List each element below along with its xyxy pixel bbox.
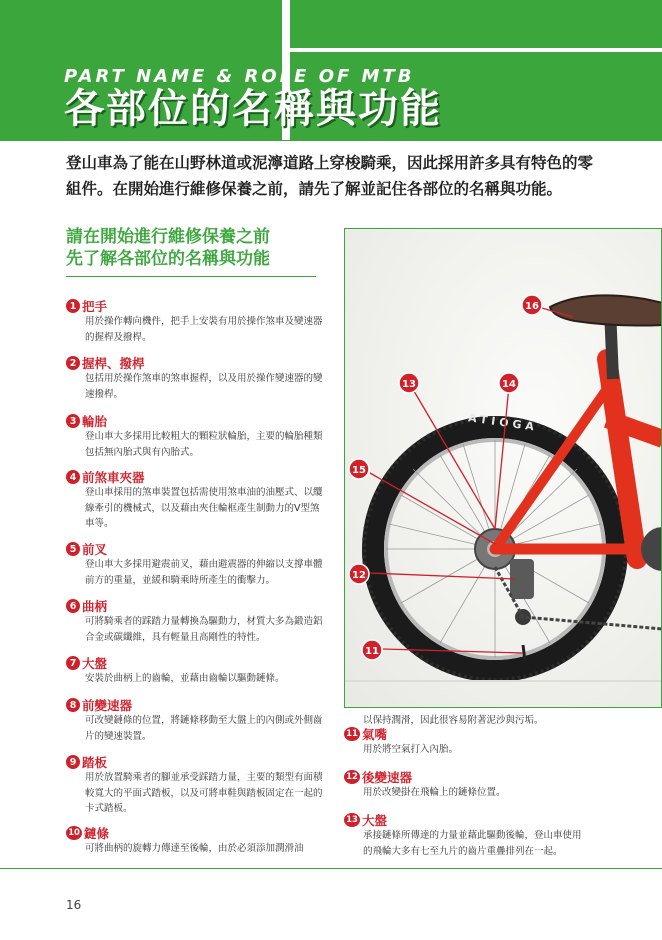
header-divider xyxy=(0,140,662,141)
number-badge: 9 xyxy=(66,755,80,769)
number-badge: 3 xyxy=(66,414,80,428)
part-description: 可將騎乘者的踩踏力量轉換為驅動力，材質大多為鍛造鋁合金或碳纖維，具有輕量且高剛性的特性。 xyxy=(85,616,323,643)
part-title: 大盤 xyxy=(362,813,388,828)
part-item xyxy=(66,413,328,460)
number-badge: 1 xyxy=(66,299,80,313)
part-description: 可改變鏈條的位置，將鏈條移動至大盤上的內側或外側齒片的變速裝置。 xyxy=(85,715,323,742)
part-item xyxy=(66,754,328,817)
part-description: 登山車大多採用比較粗大的顆粒狀輪胎，主要的輪胎種類包括無內胎式與有內胎式。 xyxy=(85,431,323,458)
part-item xyxy=(66,825,328,857)
header-green-block-top-right xyxy=(290,0,662,48)
callout-badge-11 xyxy=(362,640,382,660)
number-badge: 4 xyxy=(66,470,80,484)
number-badge: 11 xyxy=(344,727,360,741)
part-description: 包括用於操作煞車的煞車握桿，以及用於操作變速器的變速撥桿。 xyxy=(85,373,323,400)
callout-badge-14 xyxy=(499,373,519,393)
part-item xyxy=(66,598,328,645)
part-description: 承接鏈條所傳達的力量並藉此驅動後輪，登山車使用的飛輪大多有七至九片的齒片重疊排列在一起。 xyxy=(363,830,582,857)
part-description: 登山車大多採用避震前叉，藉由避震器的伸縮以支撐車體前方的重量，並緩和騎乘時所產生的衝擊力。 xyxy=(85,559,323,586)
number-badge: 8 xyxy=(66,698,80,712)
part-title: 踏板 xyxy=(82,755,108,770)
part-title: 握桿、撥桿 xyxy=(82,356,145,371)
part-description: 登山車採用的煞車裝置包括需使用煞車油的油壓式、以纜線牽引的機械式，以及藉由夾住輪框產生制動力的V型煞車等。 xyxy=(85,487,323,529)
part-title: 後變速器 xyxy=(362,770,413,785)
svg-text:16: 16 xyxy=(525,301,539,312)
bike-photo xyxy=(344,228,662,708)
part-description: 用於放置騎乘者的腳並承受踩踏力量，主要的類型有面積較寬大的平面式踏板，以及可將車鞋與踏板固定在一起的卡式踏板。 xyxy=(85,772,323,814)
section-heading-line-2: 先了解各部位的名稱與功能 xyxy=(66,249,270,269)
section-heading-underline xyxy=(66,276,316,277)
svg-text:11: 11 xyxy=(365,646,379,657)
part-title: 前變速器 xyxy=(82,698,133,713)
callout-badge-12 xyxy=(349,564,369,584)
page-title: 各部位的名稱與功能 xyxy=(64,86,442,132)
part-item xyxy=(66,541,328,588)
chain-description-continued: 以保持潤滑，因此很容易附著泥沙與污垢。 xyxy=(363,715,544,726)
part-title: 大盤 xyxy=(82,656,108,671)
valve xyxy=(523,645,525,661)
part-item xyxy=(344,726,584,758)
part-description: 用於操作轉向機件，把手上安裝有用於操作煞車及變速器的握桿及撥桿。 xyxy=(85,316,323,343)
number-badge: 13 xyxy=(344,813,360,827)
page-number: 16 xyxy=(66,898,82,912)
part-title: 鏈條 xyxy=(84,826,110,841)
callout-badge-16 xyxy=(522,295,542,315)
callout-badge-13 xyxy=(399,373,419,393)
part-item xyxy=(66,697,328,744)
part-item xyxy=(344,812,584,859)
part-item xyxy=(66,469,328,532)
part-description: 可將曲柄的旋轉力傳達至後輪，由於必須添加潤滑油 xyxy=(85,843,304,854)
callout-badge-15 xyxy=(349,459,369,479)
part-item xyxy=(66,298,328,345)
part-description: 安裝於曲柄上的齒輪，並藉由齒輪以驅動鏈條。 xyxy=(85,673,285,684)
part-description: 用於將空氣打入內胎。 xyxy=(363,744,459,755)
part-title: 氣嘴 xyxy=(362,727,388,742)
section-heading xyxy=(66,226,316,270)
part-item xyxy=(66,655,328,687)
svg-text:14: 14 xyxy=(502,379,516,390)
svg-text:15: 15 xyxy=(352,465,366,476)
part-item xyxy=(344,769,584,801)
number-badge: 7 xyxy=(66,656,80,670)
svg-text:13: 13 xyxy=(402,379,416,390)
tire-brand-text: ATIOGA xyxy=(467,411,539,434)
page-subtitle: PART NAME & ROLE OF MTB xyxy=(64,66,415,87)
part-description: 用於改變掛在飛輪上的鏈條位置。 xyxy=(363,787,506,798)
svg-text:12: 12 xyxy=(352,570,366,581)
intro-paragraph: 登山車為了能在山野林道或泥濘道路上穿梭騎乘，因此採用許多具有特色的零組件。在開始進行維修保養之前，請先了解並記住各部位的名稱與功能。 xyxy=(66,154,594,198)
part-title: 前叉 xyxy=(82,542,108,557)
number-badge: 10 xyxy=(66,826,82,840)
part-title: 曲柄 xyxy=(82,599,108,614)
number-badge: 6 xyxy=(66,599,80,613)
bike-illustration xyxy=(345,229,662,708)
number-badge: 12 xyxy=(344,770,360,784)
footer-divider xyxy=(0,868,662,869)
number-badge: 2 xyxy=(66,356,80,370)
part-title: 把手 xyxy=(82,299,108,314)
number-badge: 5 xyxy=(66,542,80,556)
section-heading-line-1: 請在開始進行維修保養之前 xyxy=(66,227,270,247)
part-item xyxy=(66,355,328,402)
part-title: 輪胎 xyxy=(82,414,108,429)
part-title: 前煞車夾器 xyxy=(82,470,145,485)
